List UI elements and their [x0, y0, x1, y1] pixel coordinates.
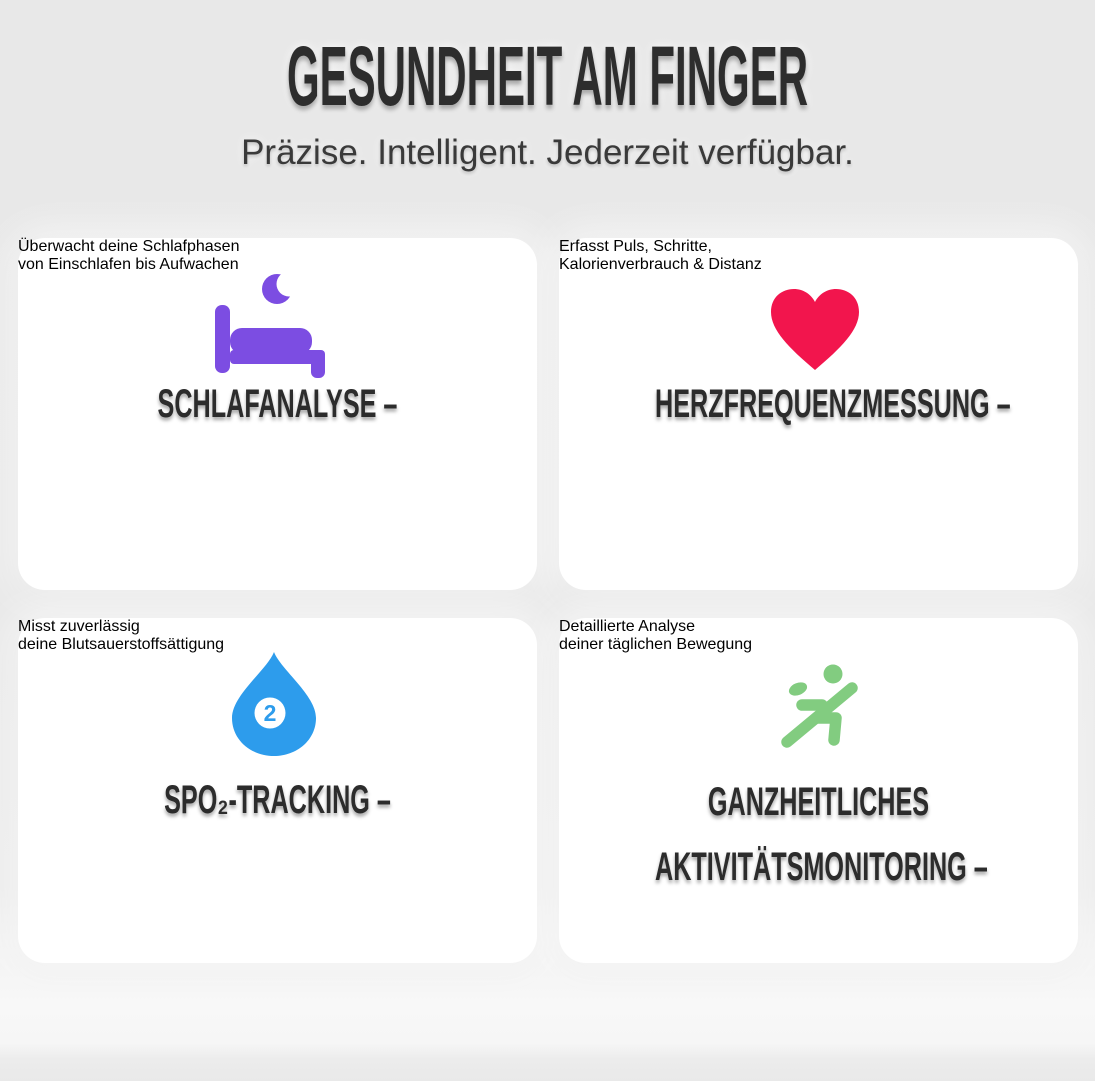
description-line: Kalorienverbrauch & Distanz: [559, 256, 762, 273]
page-title: [0, 29, 1095, 123]
description-line: Überwacht deine Schlafphasen: [18, 238, 240, 255]
description-line: deine Blutsauerstoffsättigung: [18, 636, 225, 653]
description-line: Erfasst Puls, Schritte,: [559, 238, 712, 255]
card-title-activity: GANZHEITLICHES AKTIVITÄTSMONITORING –: [655, 780, 988, 889]
description-line: Detaillierte Analyse: [559, 618, 696, 635]
card-title-spo2: SPO₂-TRACKING –: [164, 778, 391, 822]
description-line: deiner täglichen Bewegung: [559, 636, 753, 653]
card-spo2-tracking: [18, 618, 537, 963]
page-title-text: GESUNDHEIT AM FINGER: [286, 29, 809, 123]
card-activity-monitoring: [559, 618, 1078, 963]
runner-icon: [770, 658, 870, 758]
page-subtitle: Präzise. Intelligent. Jederzeit verfügbar.: [241, 133, 854, 172]
spo2-badge-number: 2: [263, 700, 277, 726]
heart-icon: [765, 286, 865, 374]
card-heart-rate: [559, 238, 1078, 590]
card-title-sleep: SCHLAFANALYSE –: [157, 382, 398, 426]
card-title-heart-rate: HERZFREQUENZMESSUNG –: [655, 382, 1011, 426]
description-line: Misst zuverlässig: [18, 618, 140, 635]
card-sleep-analysis: [18, 238, 537, 590]
bed-moon-icon: [207, 272, 347, 378]
oxygen-drop-icon: [231, 650, 317, 758]
description-line: von Einschlafen bis Aufwachen: [18, 256, 239, 273]
